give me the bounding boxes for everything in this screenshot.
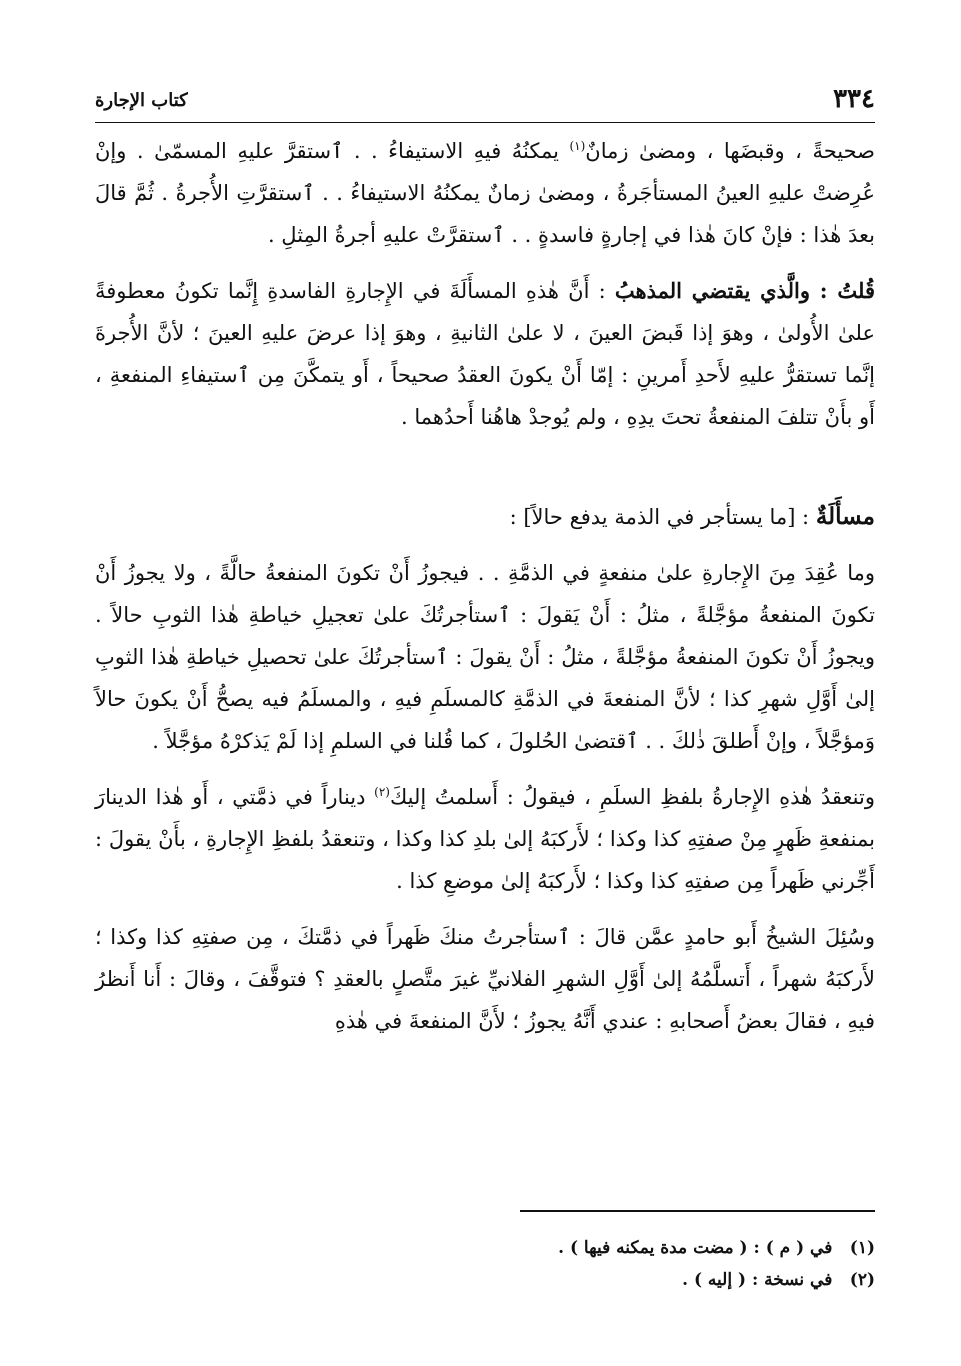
footnotes [95, 1232, 875, 1296]
paragraph-5: وسُئِلَ الشيخُ أَبو حامدٍ عمَّن قالَ : ٱستأجرتُ منكَ ظَهراً في ذمَّتكَ ، مِن صفتِهِ كذا وكذا ؛ لأَركبَهُ شهراً ، أَتسلَّمُهُ إلىٰ أَوَّلِ الشهرِ الفلانيِّ غيرَ متَّصلٍ بالعقدِ ؟ فتوقَّفَ ، وقالَ : أَنا أَنظرُ فيهِ ، فقالَ بعضُ أَصحابهِ : عندي أَنَّهُ يجوزُ ؛ لأَنَّ المنفعةَ في هٰذهِ [95, 925, 875, 1033]
footnote-1 [95, 1232, 875, 1264]
paragraph-1: صحيحةً ، وقبضَها ، ومضىٰ زمانٌ$^{(١)}$ يمكنُهُ فيهِ الاستيفاءُ . . ٱستقرَّ عليهِ المسمّىٰ . وإنْ عُرِضتْ عليهِ العينُ المستأجَرةُ ، ومضىٰ زمانٌ يمكنُهُ الاستيفاءُ . . ٱستقرَّتِ الأُجرةُ . ثُمَّ قالَ بعدَ هٰذا : فإنْ كانَ هٰذا في إجارةٍ فاسدةٍ . . ٱستقرَّتْ عليهِ أجرةُ المِثلِ . [95, 139, 875, 247]
page-number: ٣٣٤ [833, 84, 875, 114]
header-rule [95, 122, 875, 123]
paragraph-lead: قُلتُ : والَّذي يقتضي المذهبُ [614, 278, 875, 303]
section-gap [95, 438, 875, 496]
footnote-2 [95, 1264, 875, 1296]
footnote-number: (١) [849, 1238, 875, 1258]
footnote-text: في ( م ) : ( مضت مدة يمكنه فيها ) . [558, 1238, 833, 1258]
paragraph-4: وتنعقدُ هٰذهِ الإِجارةُ بلفظِ السلَمِ ، فيقولُ : أَسلمتُ إليكَ$^{(٢)}$ ديناراً في ذمَّتي ، أَو هٰذا الدينارَ بمنفعةِ ظَهرٍ مِنْ صفتِهِ كذا وكذا ؛ لأَركبَهُ إلىٰ بلدِ كذا وكذا ، وتنعقدُ بلفظِ الإِجارةِ ، بأَنْ يقولَ : أَجِّرني ظَهراً مِن صفتِهِ كذا وكذا ؛ لأَركبَهُ إلىٰ موضعِ كذا . [95, 785, 876, 893]
paragraph-2: قُلتُ : والَّذي يقتضي المذهبُ : أَنَّ هٰذهِ المسأَلَةَ في الإِجارةِ الفاسدةِ إِنَّما تكونُ معطوفةً علىٰ الأُولىٰ ، وهوَ إذا قَبضَ العينَ ، لا علىٰ الثانيةِ ، وهوَ إذا عرضَ عليهِ العينَ ؛ لأنَّ الأُجرةَ إنَّما تستقرُّ عليهِ لأَحدِ أَمرينِ : إمّا أَنْ يكونَ العقدُ صحيحاً ، أَو يتمكَّنَ مِن ٱستيفاءِ المنفعةِ ، أَو بأَنْ تتلفَ المنفعةُ تحتَ يدِهِ ، ولم يُوجدْ هاهُنا أَحدُهما . [95, 278, 875, 429]
footnote-rule [520, 1210, 875, 1212]
footnote-text: في نسخة : ( إليه ) . [682, 1270, 833, 1290]
running-head [95, 84, 875, 120]
paragraph-gap [95, 762, 875, 776]
section-heading: مسأَلَةٌ : [ما يستأجر في الذمة يدفع حالاً] : [509, 503, 875, 530]
main-text [95, 130, 875, 1042]
footnote-ref-1[interactable]: (١) [569, 139, 586, 153]
paragraph-gap [95, 902, 875, 916]
paragraph-3: وما عُقِدَ مِنَ الإِجارةِ علىٰ منفعةٍ في الذمَّةِ . . فيجوزُ أَنْ تكونَ المنفعةُ حالَّةً ، ولا يجوزُ أَنْ تكونَ المنفعةُ مؤجَّلةً ، مثلُ : أَنْ يَقولَ : ٱستأجرتُكَ علىٰ تعجيلِ خياطةِ هٰذا الثوبِ حالاً . ويجوزُ أَنْ تكونَ المنفعةُ مؤجَّلةً ، مثلُ : أَنْ يقولَ : ٱستأجرتُكَ علىٰ تحصيلِ خياطةِ هٰذا الثوبِ إلىٰ أَوَّلِ شهرِ كذا ؛ لأنَّ المنفعةَ في الذمَّةِ كالمسلَمِ فيهِ ، والمسلَمُ فيه يصحُّ أَنْ يكونَ حالاً وَمؤجَّلاً ، وإنْ أَطلقَ ذٰلكَ . . ٱقتضىٰ الحُلولَ ، كما قُلنا في السلمِ إذا لَمْ يَذكرْهُ مؤجَّلاً . [95, 561, 875, 753]
paragraph-gap [95, 256, 875, 270]
heading-lead: مسأَلَةٌ [815, 503, 875, 530]
footnote-number: (٢) [849, 1270, 875, 1290]
footnote-ref-2[interactable]: (٢) [374, 785, 390, 799]
book-title: كتاب الإجارة [95, 90, 188, 111]
paragraph-gap [95, 538, 875, 552]
